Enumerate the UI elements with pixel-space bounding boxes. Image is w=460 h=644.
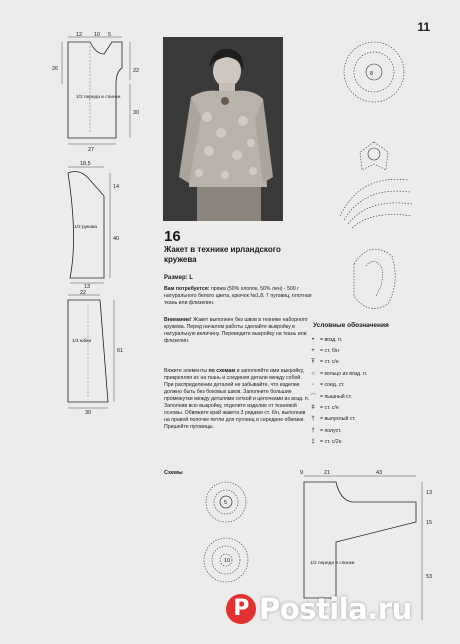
dim-large-6: 53 — [426, 574, 433, 580]
legend-item — [306, 402, 426, 413]
legend-item — [306, 357, 426, 368]
legend-item — [306, 334, 426, 345]
postila-pin-icon: P — [226, 594, 256, 624]
legend-text: = ст. с/н — [320, 359, 339, 366]
dim-skirt-3: 30 — [85, 410, 92, 416]
materials-text: пряжа (50% хлопок, 50% лен) - 500 г натурального белого цвета, крючок №1,8, 7 пуговиц, плотная ткань или флизелин. — [164, 286, 312, 306]
legend-title: Условные обозначения — [313, 322, 389, 329]
legend-list — [306, 334, 426, 448]
schemes-label: Схемы — [164, 470, 183, 476]
dim-front-2: 10 — [94, 32, 101, 38]
sleeve-pattern-label: 1/2 рукава — [74, 225, 98, 230]
dim-large-3: 43 — [376, 470, 383, 476]
dim-skirt-1: 22 — [80, 290, 87, 296]
skirt-pattern-label: 1/4 юбки — [72, 339, 92, 344]
legend-text: = пышный ст. — [320, 393, 352, 400]
legend-symbol: ǂ — [311, 405, 315, 412]
legend-text: = ст. б/н — [320, 348, 340, 355]
dim-sleeve-3: 40 — [113, 236, 120, 242]
dim-large-2: 21 — [324, 470, 331, 476]
legend-item — [306, 380, 426, 391]
instructions-bold: по схемам — [208, 368, 236, 374]
dim-sleeve-1: 18,5 — [80, 161, 91, 167]
legend-symbol: ⌒ — [309, 395, 316, 402]
legend-symbol: • — [311, 336, 315, 343]
attention-text: Жакет выполнен без швов в технике наборного кружева. Перед началом работы сделайте выкройку в натуральную величину. Переведите выкройку на ткань или флизелин. — [164, 317, 308, 344]
legend-text: = полуст. — [320, 427, 342, 434]
legend-symbol: † — [311, 427, 315, 434]
dim-large-5: 15 — [426, 520, 433, 526]
legend-symbol: Ŧ — [311, 359, 315, 366]
legend-item — [306, 425, 426, 436]
project-title: Жакет в технике ирландского кружева — [164, 245, 281, 264]
front-pattern-label: 1/2 переда и спинки — [76, 95, 121, 100]
legend-symbol: + — [311, 348, 315, 355]
motif-number-10: 10 — [224, 558, 231, 564]
instructions-prefix: Вяжите элементы — [164, 368, 209, 374]
flower-motif-schemes — [188, 478, 268, 608]
large-pattern-label: 1/2 переда и спинки — [310, 561, 355, 566]
motif-number-8: 8 — [370, 71, 374, 77]
dim-large-1: 9 — [300, 470, 304, 476]
sleeve-pattern-diagram — [60, 158, 130, 288]
size-line: Размер: L — [164, 275, 193, 281]
front-back-pattern-diagram — [50, 32, 140, 152]
motif-number-5: 5 — [224, 500, 228, 506]
dim-front-6: 30 — [133, 110, 140, 116]
legend-item — [306, 345, 426, 356]
legend-text: = ст. с/2н — [320, 439, 342, 446]
attention-paragraph — [164, 317, 312, 345]
legend-symbol: ◦ — [311, 382, 315, 389]
dim-large-4: 13 — [426, 490, 433, 496]
legend-text: = выпуклый ст. — [320, 416, 356, 423]
project-number: 16 — [164, 228, 181, 245]
dim-front-5: 22 — [133, 68, 140, 74]
model-photo-illustration — [163, 37, 283, 221]
attention-label: Внимание! — [164, 317, 192, 323]
materials-paragraph — [164, 286, 312, 307]
legend-text: = кольцо из возд. п. — [320, 370, 368, 377]
legend-item — [306, 368, 426, 379]
dim-front-4: 26 — [52, 66, 59, 72]
page-number: 11 — [417, 20, 430, 34]
legend-symbol: ‡ — [311, 439, 315, 446]
instructions-text: и заполняйте ими выкройку, прикрепляя их на ткань и соединяя детали между собой. При распределении деталей не забывайте, что изделие должно быть без боковых швов. Заполните большие промежутки между деталями сеткой и цепочками из возд. п. Заполнив всю выкройку, отделите изделие от тканевой основы. Обвяжите край жакета 3 рядами ст. б/н, выполнив на правой полочке петли для пуговиц в середине обвязки. Пришейте пуговицы. — [164, 368, 310, 430]
skirt-pattern-diagram — [60, 290, 130, 415]
materials-label: Вам потребуется: — [164, 286, 210, 292]
model-photo — [163, 37, 283, 221]
dim-sleeve-4: 13 — [84, 284, 91, 290]
postila-wordmark: Postila.ru — [259, 592, 412, 626]
dim-front-3: 5 — [108, 32, 112, 38]
instructions-paragraph — [164, 368, 312, 431]
dim-front-7: 27 — [88, 147, 95, 153]
legend-text: = возд. п. — [320, 336, 343, 343]
dim-front-1: 12 — [76, 32, 83, 38]
legend-text: = ст. с/н — [320, 405, 339, 412]
legend-item — [306, 437, 426, 448]
crochet-motif-schemes — [330, 34, 420, 324]
dim-skirt-2: 61 — [117, 348, 124, 354]
legend-symbol: † — [311, 416, 315, 423]
legend-symbol: ○ — [311, 370, 315, 377]
dim-sleeve-2: 14 — [113, 184, 120, 190]
legend-text: = соед. ст. — [320, 382, 345, 389]
postila-watermark — [226, 591, 412, 627]
legend-item — [306, 391, 426, 402]
legend-item — [306, 414, 426, 425]
